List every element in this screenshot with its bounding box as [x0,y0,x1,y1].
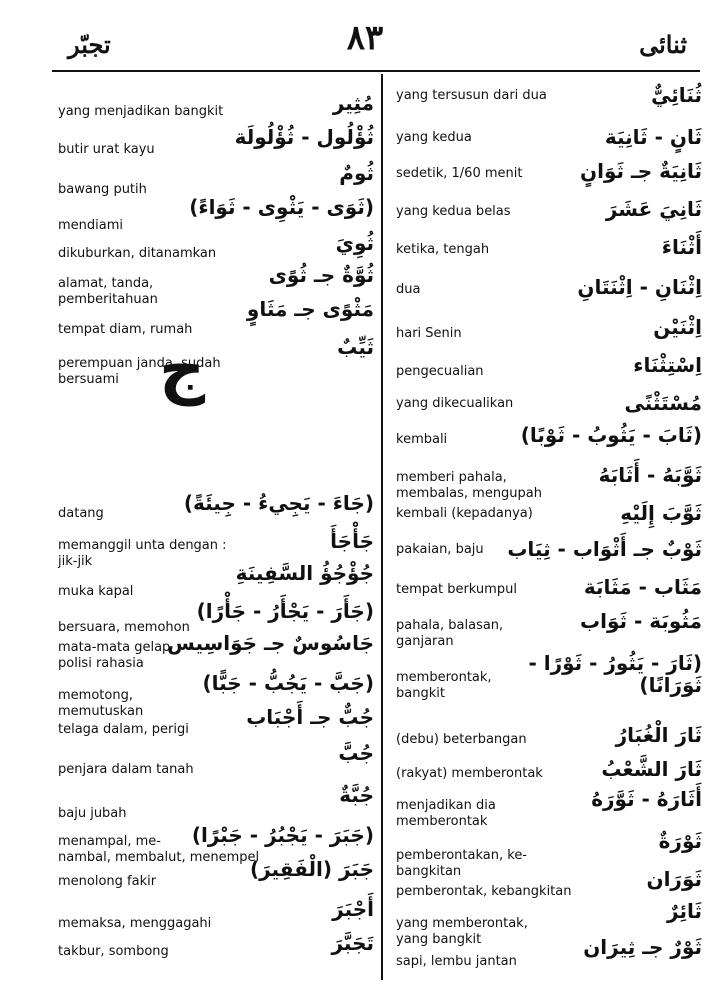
indonesian-definition: menampal, me- nambal, membalut, menempel [58,834,260,865]
header-rule [52,70,700,72]
arabic-headword: اِثْنَيْن [653,315,702,339]
arabic-headword: ثَانِيَةٌ جـ ثَوَانٍ [580,159,702,183]
arabic-headword: (جَاءَ - يَجِيءُ - جِيئَةً) [183,491,374,515]
arabic-headword: ثَارَ الْغُبَارُ [615,723,702,747]
indonesian-definition: dua [396,282,421,297]
arabic-headword: ثَانِيَ عَشَرَ [605,197,702,221]
indonesian-definition: takbur, sombong [58,944,169,959]
indonesian-definition: kembali (kepadanya) [396,506,533,521]
arabic-headword: مَثُوبَة - ثَوَاب [580,609,702,633]
arabic-headword: (جَأَرَ - يَجْأَرُ - جَأْرًا) [196,599,374,623]
indonesian-definition: menjadikan dia memberontak [396,798,496,829]
indonesian-definition: pengecualian [396,364,484,379]
arabic-headword: اِثْنَانِ - اِثْنَتَانِ [577,275,702,299]
indonesian-definition: kembali [396,432,448,447]
indonesian-definition: perempuan janda, sudah bersuami [58,356,221,387]
indonesian-definition: hari Senin [396,326,462,341]
indonesian-definition: yang kedua [396,130,472,145]
indonesian-definition: yang memberontak, yang bangkit [396,916,528,947]
arabic-headword: (جَبَرَ - يَجْبُرُ - جَبْرًا) [191,823,374,847]
arabic-headword: ثَارَ الشَّعْبُ [601,757,702,781]
arabic-headword: جَاسُوسٌ جـ جَوَاسِيس [167,631,374,655]
arabic-headword: جَبَرَ (الْفَقِيرَ) [249,857,374,881]
indonesian-definition: alamat, tanda, pemberitahuan [58,276,158,307]
indonesian-definition: pemberontak, kebangkitan [396,884,572,899]
indonesian-definition: mendiami [58,218,124,233]
page-header [0,0,727,72]
arabic-headword: اِسْتِثْنَاء [633,353,702,377]
indonesian-definition: muka kapal [58,584,134,599]
left-column [52,78,374,978]
indonesian-definition: memaksa, menggagahi [58,916,212,931]
arabic-headword: أَجْبَرَ [332,897,374,921]
indonesian-definition: pakaian, baju [396,542,484,557]
indonesian-definition: memanggil unta dengan : jik-jik [58,538,227,569]
indonesian-definition: baju jubah [58,806,127,821]
indonesian-definition: pahala, balasan, ganjaran [396,618,504,649]
indonesian-definition: tempat berkumpul [396,582,517,597]
arabic-headword: أَثْنَاءَ [661,235,702,259]
arabic-headword: (ثَارَ - يَثُورُ - ثَوْرًا - ثَوَرَانًا) [528,651,702,697]
arabic-headword: مَثَاب - مَثَابَة [583,575,702,599]
arabic-headword: جُبٌّ جـ أَجْبَاب [246,705,374,729]
indonesian-definition: mata-mata gelap polisi rahasia [58,640,171,671]
indonesian-definition: yang kedua belas [396,204,511,219]
indonesian-definition: sedetik, 1/60 menit [396,166,523,181]
arabic-headword: ثَوَّبَهُ - أَثَابَهُ [598,463,702,487]
right-column [390,78,702,978]
indonesian-definition: yang menjadikan bangkit [58,104,224,119]
header-right-word: ثنائى [639,30,687,59]
indonesian-definition: penjara dalam tanah [58,762,194,777]
arabic-headword: ثُنَائِيٌّ [651,83,702,107]
arabic-headword: جَأْجَأَ [330,529,374,553]
indonesian-definition: memberontak, bangkit [396,670,492,701]
arabic-headword: (ثَابَ - يَثُوبُ - ثَوْبًا) [520,423,702,447]
arabic-headword: جُبَّ [338,741,374,765]
arabic-headword: ثَوْرَةٌ [658,829,702,853]
indonesian-definition: sapi, lembu jantan [396,954,517,969]
indonesian-definition: memberi pahala, membalas, mengupah [396,470,543,501]
indonesian-definition: ketika, tengah [396,242,490,257]
header-left-word: تجبّر [68,30,111,59]
arabic-headword: مُثِير [332,91,374,115]
indonesian-definition: dikuburkan, ditanamkan [58,246,217,261]
indonesian-definition: bawang putih [58,182,147,197]
arabic-headword: مُسْتَثْنًى [624,391,702,415]
arabic-headword: ثَوَّبَ إِلَيْهِ [620,501,702,525]
indonesian-definition: (debu) beterbangan [396,732,527,747]
arabic-headword: ثَيِّبٌ [337,335,374,359]
arabic-headword: ثَوَرَان [646,867,702,891]
indonesian-definition: telaga dalam, perigi [58,722,189,737]
arabic-headword: ثُؤْلُول - ثُؤْلُولَة [234,125,374,149]
arabic-headword: ثُومٌ [339,161,374,185]
section-letter-jim: ج [158,333,206,407]
arabic-headword: ثَوْرٌ جـ ثِيرَان [583,935,702,959]
indonesian-definition: yang tersusun dari dua [396,88,547,103]
arabic-headword: أَثَارَهُ - ثَوَّرَهُ [591,787,702,811]
indonesian-definition: pemberontakan, ke- bangkitan [396,848,528,879]
arabic-headword: (ثَوَى - يَثْوِى - ثَوَاءً) [189,195,374,219]
arabic-headword: مَثْوًى جـ مَثَاوٍ [246,297,374,321]
indonesian-definition: butir urat kayu [58,142,155,157]
page-number: ٨٣ [346,18,384,58]
arabic-headword: ثُوَّةٌ جـ ثُوًى [268,263,374,287]
column-divider [381,74,383,980]
indonesian-definition: yang dikecualikan [396,396,514,411]
arabic-headword: (جَبَّ - يَجُبُّ - جَبًّا) [202,671,374,695]
indonesian-definition: (rakyat) memberontak [396,766,543,781]
arabic-headword: ثَائِرٌ [667,899,702,923]
arabic-headword: تَجَبَّرَ [331,931,374,955]
arabic-headword: جُؤْجُؤُ السَّفِينَةِ [235,561,374,585]
indonesian-definition: tempat diam, rumah [58,322,193,337]
indonesian-definition: datang [58,506,104,521]
indonesian-definition: memotong, memutuskan [58,688,144,719]
arabic-headword: جُبَّةٌ [339,783,374,807]
arabic-headword: ثَوْبٌ جـ أَثْوَاب - ثِيَاب [507,537,702,561]
indonesian-definition: bersuara, memohon [58,620,190,635]
indonesian-definition: menolong fakir [58,874,157,889]
arabic-headword: ثَانٍ - ثَانِيَة [604,125,702,149]
arabic-headword: ثُوِيَ [335,231,374,255]
